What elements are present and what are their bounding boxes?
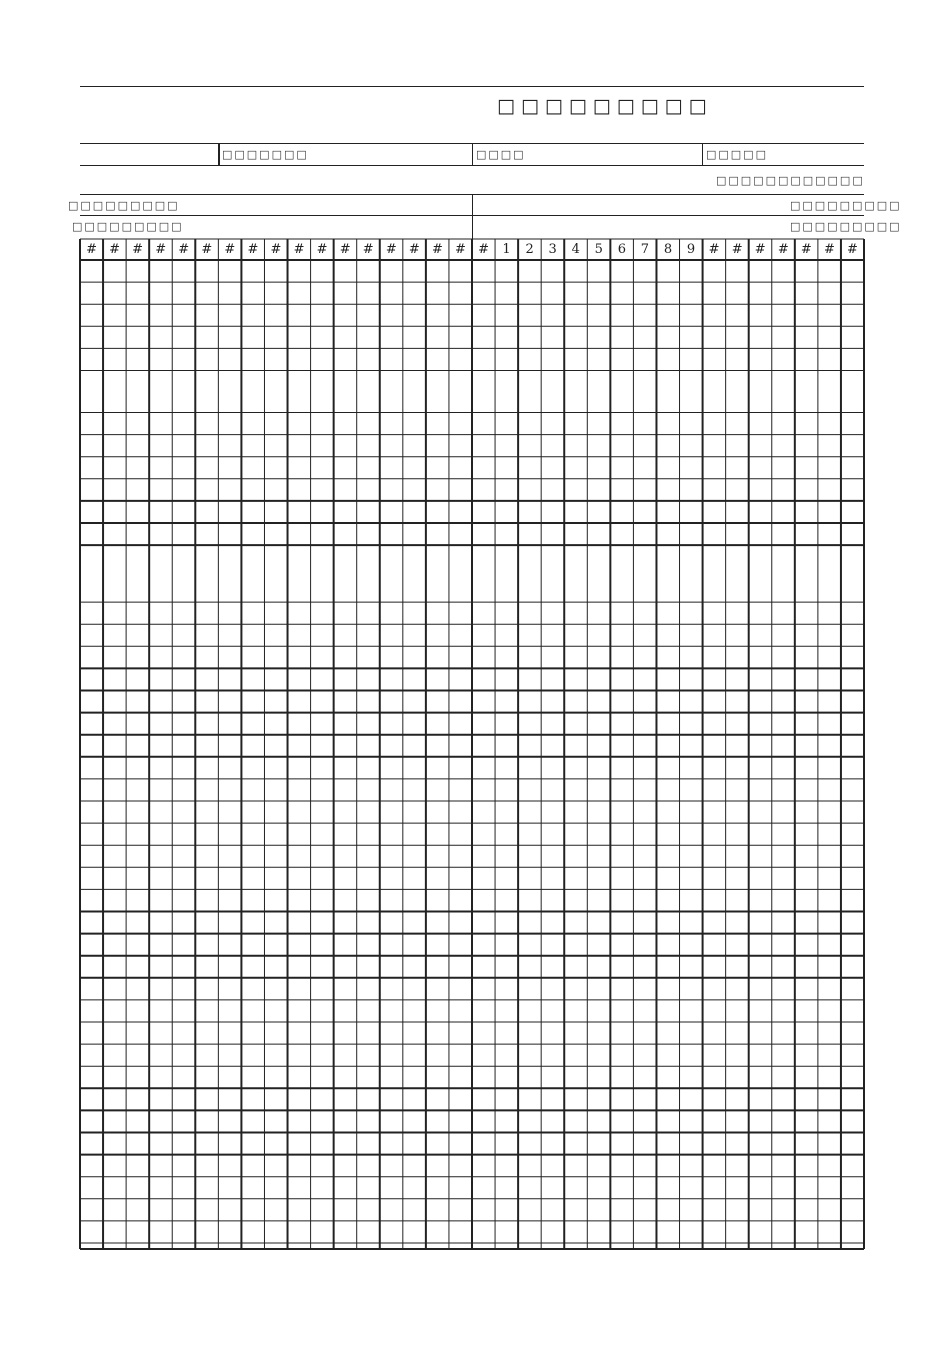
page-title: □□□□□□□□□	[497, 95, 713, 117]
column-header: #	[339, 242, 351, 257]
column-header: #	[754, 242, 766, 257]
column-header: 4	[571, 242, 580, 257]
column-header: #	[731, 242, 743, 257]
column-header: #	[408, 242, 420, 257]
column-header: 6	[617, 242, 626, 257]
column-header: #	[362, 242, 374, 257]
column-header: #	[132, 242, 144, 257]
column-header: #	[455, 242, 466, 257]
column-header: #	[293, 242, 305, 257]
column-header: #	[800, 242, 812, 257]
column-header: #	[86, 242, 97, 257]
column-header: #	[201, 242, 213, 257]
row-left-label-2: □□□□□□□□□	[72, 220, 184, 233]
column-header: #	[316, 242, 328, 257]
column-header: 7	[640, 242, 650, 257]
column-header: #	[385, 242, 397, 257]
header-field-1: □□□□□□□	[222, 148, 309, 161]
row-right-label-2: □□□□□□□□□	[790, 220, 902, 233]
column-header: #	[178, 242, 190, 257]
column-header: 9	[686, 242, 696, 257]
column-header: #	[109, 242, 121, 257]
column-header: #	[708, 242, 720, 257]
column-header: 5	[594, 242, 603, 257]
column-header: #	[270, 242, 282, 257]
column-header: #	[431, 242, 443, 257]
column-header: 1	[502, 242, 511, 257]
column-header: #	[847, 242, 858, 257]
column-header: #	[224, 242, 236, 257]
row-left-label-1: □□□□□□□□□	[68, 199, 180, 212]
header-field-2: □□□□	[476, 148, 526, 161]
right-note: □□□□□□□□□□□□	[716, 174, 865, 187]
column-header: 2	[525, 242, 534, 257]
column-header: #	[823, 242, 835, 257]
column-header: #	[155, 242, 167, 257]
header-field-3: □□□□□	[706, 148, 768, 161]
column-header: 8	[663, 242, 673, 257]
column-header: #	[777, 242, 789, 257]
column-header: #	[247, 242, 259, 257]
column-header: #	[478, 242, 489, 257]
column-header: 3	[548, 242, 557, 257]
row-right-label-1: □□□□□□□□□	[790, 199, 902, 212]
